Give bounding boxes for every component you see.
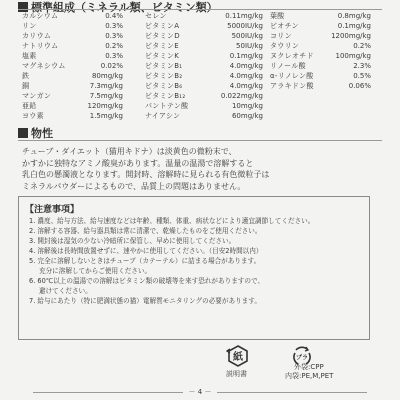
nutrition-column-3 xyxy=(270,11,371,91)
nutrient-row: 塩素 0.3% xyxy=(22,52,123,60)
notice-item: 5. 完全に溶解しないときはチューブ（カテーテル）に詰まる場合があります。 xyxy=(29,257,261,265)
nutrient-row: リノール酸 2.3% xyxy=(270,62,371,70)
nutrient-row: ビタミンB₂ 4.0mg/kg xyxy=(145,72,263,80)
heading-square-icon xyxy=(18,128,28,138)
nutrient-row: ビタミンE 50IU/kg xyxy=(145,42,263,50)
notice-item: 2. 溶解する容器、給与器具類は常に清潔で、乾燥したものをご使用ください。 xyxy=(29,227,262,235)
nutrient-row: カルシウム 0.4% xyxy=(22,12,123,20)
notice-title: 【注意事項】 xyxy=(25,205,80,215)
properties-divider xyxy=(18,140,382,141)
nutrient-row: 鉄 80mg/kg xyxy=(22,72,123,80)
notice-item: 3. 開封後は湿気の少ない冷暗所に保管し、早めに使用してください。 xyxy=(29,237,236,245)
nutrient-row: ビオチン 0.1mg/kg xyxy=(270,22,371,30)
properties-line: ミネラルパウダーによるもので、品質上の問題はありません。 xyxy=(22,181,246,191)
properties-title: 物性 xyxy=(31,127,53,140)
nutrient-row: リン 0.3% xyxy=(22,22,123,30)
nutrient-row: アラキドン酸 0.06% xyxy=(270,82,371,90)
nutrient-row: 亜鉛 120mg/kg xyxy=(22,102,123,110)
properties-line: かすかに独特なアミノ酸臭があります。温量の温湯で溶解すると xyxy=(22,158,254,168)
nutrient-row: マグネシウム 0.02% xyxy=(22,62,123,70)
nutrient-row: ビタミンA 5000IU/kg xyxy=(145,22,263,30)
nutrition-divider xyxy=(18,9,382,10)
page-number-text: － 4 － xyxy=(188,388,212,396)
nutrient-row: ヨウ素 1.5mg/kg xyxy=(22,112,123,120)
notice-item-continuation: 充分に溶解してからご使用ください。 xyxy=(39,267,152,275)
inner-bag-label: 内袋:PE,M,PET xyxy=(285,372,334,380)
nutrient-row: ビタミンB₁₂ 0.022mg/kg xyxy=(145,92,263,100)
paper-recycle-icon xyxy=(226,344,250,368)
nutrient-row: マンガン 7.5mg/kg xyxy=(22,92,123,100)
notice-item: 1. 濃度、給与方法、給与速度などは年齢、種類、体重、病状などにより適宜調節してください。 xyxy=(29,217,315,225)
nutrient-row: α-リノレン酸 0.5% xyxy=(270,72,371,80)
notice-list xyxy=(29,216,314,306)
properties-line: 乳白色の懸濁液となります。開封時、溶解時に見られる有色微粒子は xyxy=(22,170,270,179)
nutrient-row: カリウム 0.3% xyxy=(22,32,123,40)
nutrition-column-2 xyxy=(145,11,263,121)
page-number xyxy=(0,387,400,397)
notice-item-continuation: 避けてください。 xyxy=(39,287,92,295)
nutrient-row: 銅 7.3mg/kg xyxy=(22,82,123,90)
properties-heading xyxy=(18,125,53,141)
nutrient-row: ヌクレオチド 100mg/kg xyxy=(270,52,371,60)
nutrient-row: コリン 1200mg/kg xyxy=(270,32,371,40)
paper-symbol-text: 紙 xyxy=(233,352,243,363)
paper-mark-label: 説明書 xyxy=(226,370,247,378)
nutrient-row: ビタミンD 500IU/kg xyxy=(145,32,263,40)
notice-item: 4. 溶解後は長時間放置せずに、速やかに使用してください。（目安2時間以内） xyxy=(29,247,263,255)
properties-line: チューブ・ダイエット（猫用キドナ）は淡黄色の微粉末で、 xyxy=(22,147,237,156)
nutrient-row: ビタミンB₆ 4.0mg/kg xyxy=(145,82,263,90)
nutrient-row: ナイアシン 60mg/kg xyxy=(145,112,263,120)
nutrition-column-1 xyxy=(22,11,123,121)
nutrient-row: パントテン酸 10mg/kg xyxy=(145,102,263,110)
nutrient-row: 葉酸 0.8mg/kg xyxy=(270,12,371,20)
nutrient-row: セレン 0.11mg/kg xyxy=(145,12,263,20)
notice-box xyxy=(18,196,370,340)
properties-text xyxy=(22,146,372,192)
notice-item: 7. 給与にあたり（特に肥満状態の猫）電解質モニタリングの必要があります。 xyxy=(29,297,261,305)
nutrient-row: ナトリウム 0.2% xyxy=(22,42,123,50)
outer-bag-label: 外袋:CPP xyxy=(294,363,324,371)
paper-recycle-mark xyxy=(226,344,250,368)
nutrient-row: タウリン 0.2% xyxy=(270,42,371,50)
nutrient-row: ビタミンK 0.1mg/kg xyxy=(145,52,263,60)
nutrient-row: ビタミンB₁ 4.0mg/kg xyxy=(145,62,263,70)
plastic-symbol-text: プラ xyxy=(295,354,309,362)
nutrition-title: 標準組成（ミネラル類、ビタミン類） xyxy=(31,1,218,14)
notice-item: 6. 60℃以上の温湯での溶解はビタミン類の破壊等を来す恐れがありますので、 xyxy=(29,277,265,285)
